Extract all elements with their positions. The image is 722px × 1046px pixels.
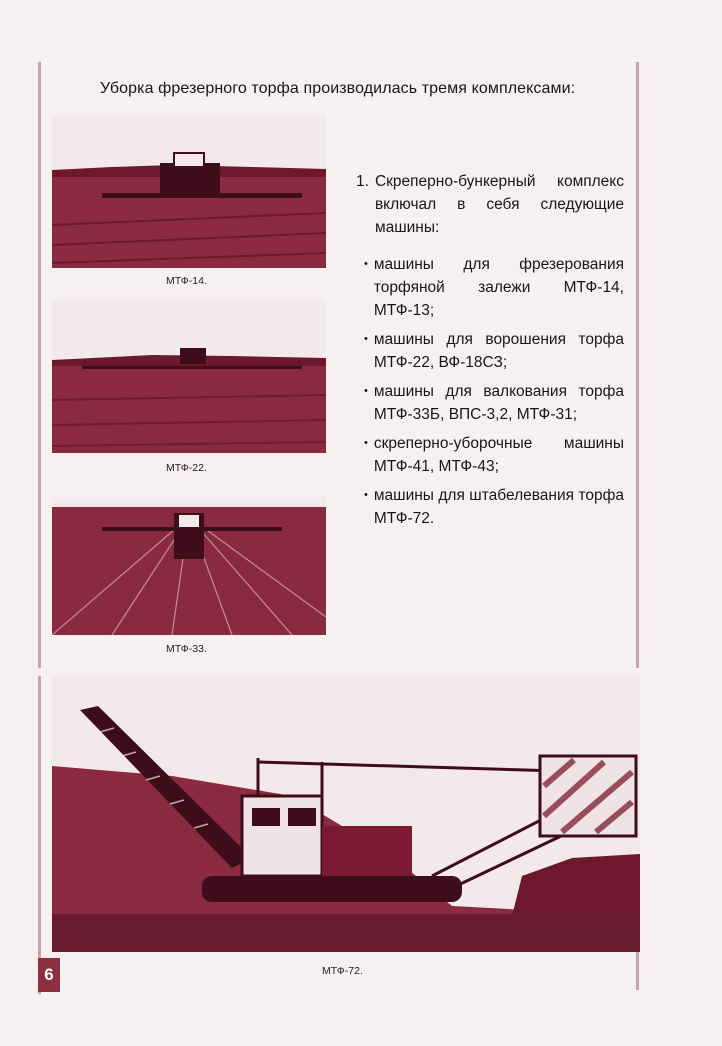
list-intro	[356, 170, 624, 239]
list-intro-number: 1.	[356, 173, 369, 190]
page-number: 6	[38, 958, 60, 992]
bullet-icon: •	[364, 437, 368, 449]
photo-mtf-33	[52, 497, 326, 635]
machine-list	[356, 170, 624, 536]
caption-mtf-33: МТФ-33.	[166, 643, 207, 655]
photo-mtf-22	[52, 300, 326, 453]
list-item	[356, 253, 624, 322]
list-item-text: скреперно-уборочные машины МТФ-41, МТФ-43;	[373, 435, 624, 475]
list-item	[356, 328, 624, 374]
page-heading: Уборка фрезерного торфа производилась тремя комплексами:	[100, 80, 576, 97]
bullet-icon: •	[364, 489, 368, 501]
list-item-text: машины для штабелевания торфа МТФ-72.	[373, 487, 624, 527]
photo-mtf-72	[52, 676, 640, 952]
caption-mtf-72: МТФ-72.	[322, 965, 363, 977]
left-margin-rule-lower	[38, 676, 41, 994]
list-item-text: машины для фрезерования торфяной залежи МТФ-14, МТФ-13;	[373, 256, 624, 319]
list-item	[356, 484, 624, 530]
caption-mtf-14: МТФ-14.	[166, 275, 207, 287]
left-margin-rule	[38, 62, 41, 668]
caption-mtf-22: МТФ-22.	[166, 462, 207, 474]
bullet-icon: •	[364, 333, 368, 345]
list-item	[356, 432, 624, 478]
list-item	[356, 380, 624, 426]
list-item-text: машины для валкования торфа МТФ-33Б, ВПС-3,2, МТФ-31;	[373, 383, 624, 423]
bullet-icon: •	[364, 258, 368, 270]
list-intro-text: Скреперно-бункерный комплекс включал в себя следующие машины:	[374, 173, 624, 236]
photo-mtf-14	[52, 115, 326, 268]
list-item-text: машины для ворошения торфа МТФ-22, ВФ-18СЗ;	[373, 331, 624, 371]
right-margin-rule	[636, 62, 639, 668]
bullet-icon: •	[364, 385, 368, 397]
